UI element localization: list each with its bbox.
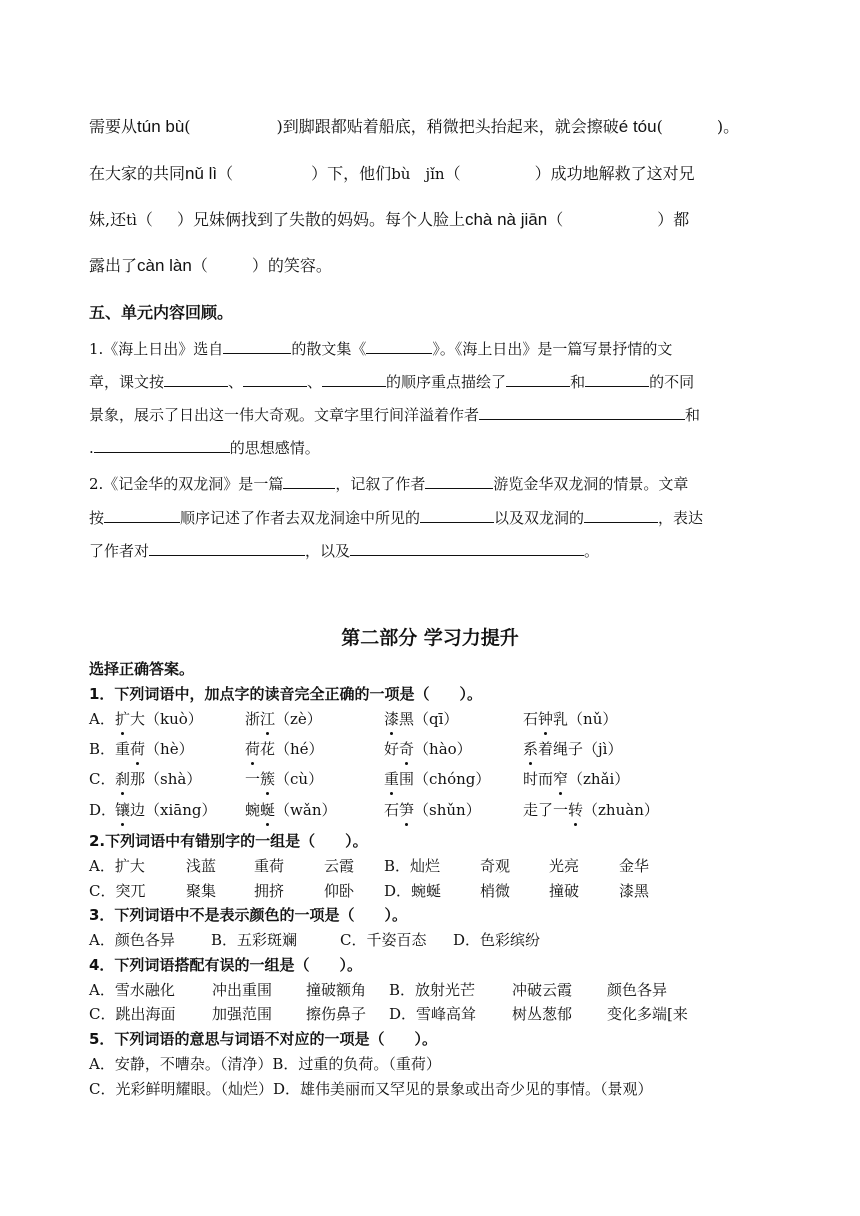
emphasis-char: 系 xyxy=(523,740,539,758)
text: 按 xyxy=(89,509,105,527)
word-text: 黑（qī） xyxy=(399,710,459,728)
answer-blank[interactable] xyxy=(283,488,335,489)
text: 和 xyxy=(685,406,701,424)
question-5-line-1: A．安静，不嘈杂。（清净）B．过重的负荷。（重荷） xyxy=(89,1055,441,1073)
emphasis-char: 刹 xyxy=(115,770,131,788)
option-word: 加强范围 xyxy=(212,1005,273,1023)
word-text: （hào） xyxy=(414,740,472,758)
emphasis-char: 转 xyxy=(568,801,584,819)
word-text: （shǔn） xyxy=(414,801,481,819)
text: 》。《海上日出》是一篇写景抒情的文 xyxy=(432,340,673,358)
question-2: 2.下列词语中有错别字的一组是（ ）。 xyxy=(89,832,368,850)
paren-open: ( xyxy=(184,117,191,136)
text: 妹,还 xyxy=(89,210,127,229)
option-word[interactable]: A．扩大 xyxy=(89,857,145,875)
option-word: 奇观 xyxy=(480,857,511,875)
paren-open: （ xyxy=(444,164,461,183)
text: ）兄妹俩找到了失散的妈妈。每个人脸上 xyxy=(176,210,465,229)
word-text: （zhǎi） xyxy=(568,770,630,788)
text: )到脚跟都贴着船底，稍微把头抬起来，就会擦破 xyxy=(276,117,619,136)
option-word: 变化多端[来 xyxy=(607,1005,688,1023)
review-q1-line-4 xyxy=(89,437,320,458)
option-word[interactable]: B．灿烂 xyxy=(384,857,441,875)
word-text: 时而 xyxy=(523,770,554,788)
option-word: 漆黑 xyxy=(619,882,650,900)
word-text: 石 xyxy=(384,801,400,819)
word-text: （wǎn） xyxy=(275,801,337,819)
text: ）的笑容。 xyxy=(251,256,332,275)
option-word xyxy=(115,768,201,789)
option-word: 浅蓝 xyxy=(186,857,217,875)
option-word xyxy=(115,738,194,759)
word-text: （cù） xyxy=(275,770,324,788)
option-word: 撞破 xyxy=(549,882,580,900)
review-q1-line-1 xyxy=(89,338,672,359)
text: 游览金华双龙洞的情景。文章 xyxy=(493,475,689,493)
review-q2-line-3 xyxy=(89,540,599,561)
option-label[interactable]: D． xyxy=(89,801,117,819)
option-word xyxy=(523,799,659,820)
option-word[interactable]: D．蜿蜒 xyxy=(384,882,442,900)
pinyin: tún bù xyxy=(137,117,185,136)
answer-blank[interactable] xyxy=(104,522,180,523)
paren-open: （ xyxy=(191,256,208,275)
text: 以及双龙洞的 xyxy=(494,509,585,527)
option-word[interactable]: C．突兀 xyxy=(89,882,146,900)
option-word xyxy=(384,799,481,820)
text: 景象，展示了日出这一伟大奇观。文章字里行间洋溢着作者 xyxy=(89,406,480,424)
part-title: 第二部分 学习力提升 xyxy=(341,627,519,649)
word-text: 重 xyxy=(115,740,131,758)
answer-blank[interactable] xyxy=(366,353,432,354)
option-label[interactable]: A． xyxy=(89,710,115,728)
word-text: 乳（nǔ） xyxy=(553,710,618,728)
text: ，以及 xyxy=(305,542,351,560)
text: . xyxy=(89,439,94,457)
option-choice[interactable]: B．五彩斑斓 xyxy=(211,931,298,949)
answer-blank[interactable] xyxy=(584,522,658,523)
pinyin: càn làn xyxy=(137,256,192,275)
answer-blank[interactable] xyxy=(94,452,230,453)
text: ）都 xyxy=(657,210,690,229)
word-text: 着绳子（jì） xyxy=(538,740,623,758)
instruction: 选择正确答案。 xyxy=(89,660,195,678)
text: 在大家的共同 xyxy=(89,164,186,183)
pinyin: bù jǐn xyxy=(391,165,445,183)
text: 的不同 xyxy=(649,373,695,391)
option-word: 冲出重围 xyxy=(212,981,273,999)
question-5: 5．下列词语的意思与词语不对应的一项是（ ）。 xyxy=(89,1030,437,1048)
text: ）下，他们 xyxy=(311,164,392,183)
review-q2-line-2 xyxy=(89,507,703,528)
word-text: （zè） xyxy=(275,710,322,728)
question-4: 4．下列词语搭配有误的一组是（ ）。 xyxy=(89,956,362,974)
word-text: 一 xyxy=(245,770,261,788)
paren-open: （ xyxy=(217,164,234,183)
answer-blank[interactable] xyxy=(420,522,494,523)
text: ）成功地解救了这对兄 xyxy=(534,164,695,183)
word-text: （zhuàn） xyxy=(583,801,659,819)
option-word xyxy=(384,708,458,729)
option-word xyxy=(245,768,323,789)
option-word: 擦伤鼻子 xyxy=(306,1005,367,1023)
option-word xyxy=(115,799,216,820)
option-word: 重荷 xyxy=(254,857,285,875)
emphasis-char: 簇 xyxy=(260,770,276,788)
option-word: 树丛葱郁 xyxy=(512,1005,573,1023)
emphasis-char: 漆 xyxy=(384,710,400,728)
text: 顺序记述了作者去双龙洞途中所见的 xyxy=(180,509,421,527)
answer-blank[interactable] xyxy=(322,386,386,387)
paren-close: )。 xyxy=(716,117,740,136)
fill-line-4 xyxy=(89,253,332,276)
emphasis-char: 钟 xyxy=(538,710,554,728)
question-5-line-2: C．光彩鲜明耀眼。（灿烂）D．雄伟美丽而又罕见的景象或出奇少见的事情。（景观） xyxy=(89,1080,653,1098)
text: 章，课文按 xyxy=(89,373,165,391)
emphasis-char: 笋 xyxy=(399,801,415,819)
option-word: 冲破云霞 xyxy=(512,981,573,999)
text: 了作者对 xyxy=(89,542,150,560)
answer-blank[interactable] xyxy=(164,386,228,387)
answer-blank[interactable] xyxy=(585,386,649,387)
paren-open: （ xyxy=(547,210,564,229)
option-word xyxy=(523,768,629,789)
fill-line-2 xyxy=(89,161,695,184)
word-text: （hè） xyxy=(145,740,194,758)
pinyin: nǔ lì xyxy=(185,164,218,183)
option-word: 金华 xyxy=(619,857,650,875)
option-word xyxy=(115,708,203,729)
option-word: 撞破额角 xyxy=(306,981,367,999)
text: 、 xyxy=(307,373,323,391)
option-word xyxy=(384,768,490,789)
option-label[interactable]: B． xyxy=(89,740,116,758)
option-word[interactable]: A．雪水融化 xyxy=(89,981,175,999)
text: 的散文集《 xyxy=(291,340,367,358)
pinyin: chà nà jiān xyxy=(464,210,548,229)
section-heading: 五、单元内容回顾。 xyxy=(89,303,234,322)
emphasis-char: 奇 xyxy=(399,740,415,758)
emphasis-char: 荷 xyxy=(130,740,146,758)
word-text: 浙 xyxy=(245,710,261,728)
answer-blank[interactable] xyxy=(425,488,493,489)
review-q2-line-1 xyxy=(89,473,688,494)
review-q1-line-2 xyxy=(89,371,694,392)
answer-blank[interactable] xyxy=(479,419,685,420)
text: 、 xyxy=(228,373,244,391)
option-word: 仰卧 xyxy=(324,882,355,900)
answer-blank[interactable] xyxy=(243,386,307,387)
emphasis-char: 扩 xyxy=(115,710,131,728)
word-text: 边（xiāng） xyxy=(130,801,217,819)
option-word: 云霞 xyxy=(324,857,355,875)
text: 的顺序重点描绘了 xyxy=(386,373,507,391)
fill-line-3 xyxy=(89,207,689,230)
emphasis-char: 镶 xyxy=(115,801,131,819)
pinyin: tì xyxy=(126,211,137,229)
option-choice[interactable]: D．色彩缤纷 xyxy=(453,931,541,949)
option-choice[interactable]: A．颜色各异 xyxy=(89,931,175,949)
answer-blank[interactable] xyxy=(506,386,570,387)
option-word xyxy=(245,799,336,820)
text: 需要从 xyxy=(89,117,138,136)
emphasis-char: 江 xyxy=(260,710,276,728)
emphasis-char: 蜒 xyxy=(260,801,276,819)
text: 的思想感情。 xyxy=(229,439,320,457)
word-text: 蜿 xyxy=(245,801,261,819)
emphasis-char: 窄 xyxy=(553,770,569,788)
option-word xyxy=(245,738,324,759)
text: ，记叙了作者 xyxy=(335,475,426,493)
word-text: 围（chóng） xyxy=(399,770,491,788)
option-word: 光亮 xyxy=(549,857,580,875)
option-word xyxy=(523,738,622,759)
text: ，表达 xyxy=(658,509,704,527)
option-word[interactable]: B．放射光芒 xyxy=(389,981,476,999)
emphasis-char: 重 xyxy=(384,770,400,788)
option-word[interactable]: D．雪峰高耸 xyxy=(389,1005,477,1023)
word-text: 走了一 xyxy=(523,801,569,819)
question-1: 1．下列词语中，加点字的读音完全正确的一项是（ ）。 xyxy=(89,685,482,703)
option-word: 拥挤 xyxy=(254,882,285,900)
fill-line-1 xyxy=(89,114,739,137)
emphasis-char: 荷 xyxy=(245,740,261,758)
text: 2.《记金华的双龙洞》是一篇 xyxy=(89,475,284,493)
text: 和 xyxy=(570,373,586,391)
option-choice[interactable]: C．千姿百态 xyxy=(340,931,427,949)
question-3: 3．下列词语中不是表示颜色的一项是（ ）。 xyxy=(89,906,407,924)
word-text: 花（hé） xyxy=(260,740,324,758)
answer-blank[interactable] xyxy=(350,555,584,556)
answer-blank[interactable] xyxy=(223,353,291,354)
text: 1.《海上日出》选自 xyxy=(89,340,224,358)
paren-open: （ xyxy=(136,210,153,229)
paren-open: ( xyxy=(656,117,663,136)
option-word: 梢微 xyxy=(480,882,511,900)
word-text: 那（shà） xyxy=(130,770,202,788)
option-word: 聚集 xyxy=(186,882,217,900)
word-text: 石 xyxy=(523,710,539,728)
review-q1-line-3 xyxy=(89,404,700,425)
word-text: 大（kuò） xyxy=(130,710,203,728)
option-word: 颜色各异 xyxy=(607,981,668,999)
pinyin: é tóu xyxy=(618,117,657,136)
option-word[interactable]: C．跳出海面 xyxy=(89,1005,176,1023)
option-word xyxy=(523,708,617,729)
option-word xyxy=(384,738,472,759)
text: 。 xyxy=(584,542,600,560)
answer-blank[interactable] xyxy=(149,555,305,556)
word-text: 好 xyxy=(384,740,400,758)
option-label[interactable]: C． xyxy=(89,770,116,788)
option-word xyxy=(245,708,322,729)
text: 露出了 xyxy=(89,256,138,275)
